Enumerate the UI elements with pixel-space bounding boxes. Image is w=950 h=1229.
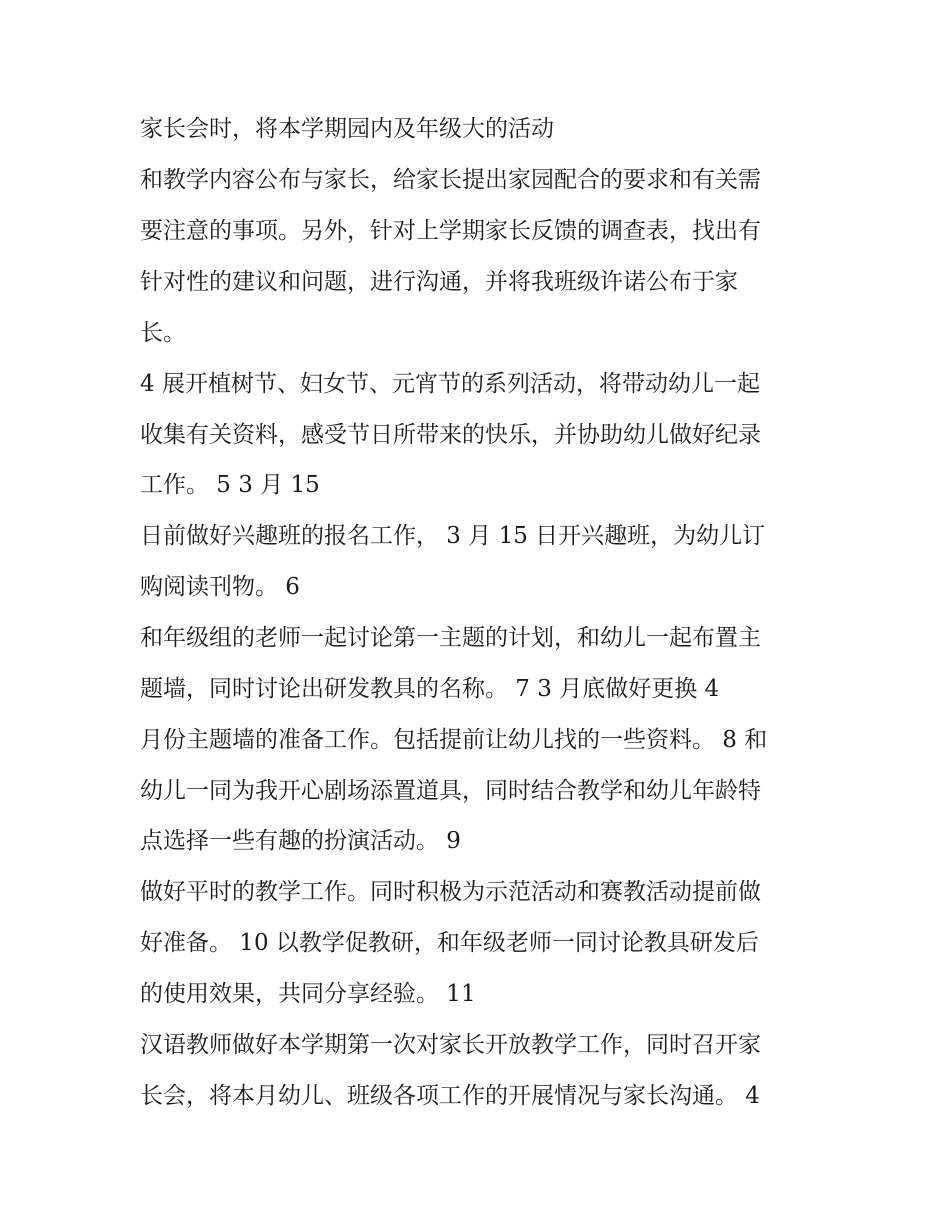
text-line: 和年级组的老师一起讨论第一主题的计划，和幼儿一起布置主 [140,625,761,651]
text-line: 幼儿一同为我开心剧场添置道具，同时结合教学和幼儿年龄特 [140,778,761,804]
text-line: 日前做好兴趣班的报名工作， 3 月 15 日开兴趣班，为幼儿订 [140,523,766,549]
text-line: 和教学内容公布与家长，给家长提出家园配合的要求和有关需 [140,167,761,193]
text-line: 家长会时，将本学期园内及年级大的活动 [140,116,554,142]
text-line: 购阅读刊物。 6 [140,574,300,600]
text-line: 针对性的建议和问题，进行沟通，并将我班级许诺公布于家 [140,269,738,295]
text-line: 长。 [140,320,186,346]
text-line: 工作。 5 3 月 15 [140,472,320,498]
text-line: 长会，将本月幼儿、班级各项工作的开展情况与家长沟通。 4 [140,1083,760,1109]
text-line: 4 展开植树节、妇女节、元宵节的系列活动，将带动幼儿一起 [140,371,760,397]
text-line: 好准备。 10 以教学促教研，和年级老师一同讨论教具研发后 [140,930,759,956]
text-line: 汉语教师做好本学期第一次对家长开放教学工作，同时召开家 [140,1032,761,1058]
text-line: 做好平时的教学工作。同时积极为示范活动和赛教活动提前做 [140,879,761,905]
text-line: 要注意的事项。另外，针对上学期家长反馈的调查表，找出有 [140,218,761,244]
text-line: 月份主题墙的准备工作。包括提前让幼儿找的一些资料。 8 和 [140,727,768,753]
text-line: 题墙，同时讨论出研发教具的名称。 7 3 月底做好更换 4 [140,676,720,702]
text-line: 点选择一些有趣的扮演活动。 9 [140,828,461,854]
text-line: 收集有关资料，感受节日所带来的快乐，并协助幼儿做好纪录 [140,422,761,448]
text-line: 的使用效果，共同分享经验。 11 [140,981,476,1007]
